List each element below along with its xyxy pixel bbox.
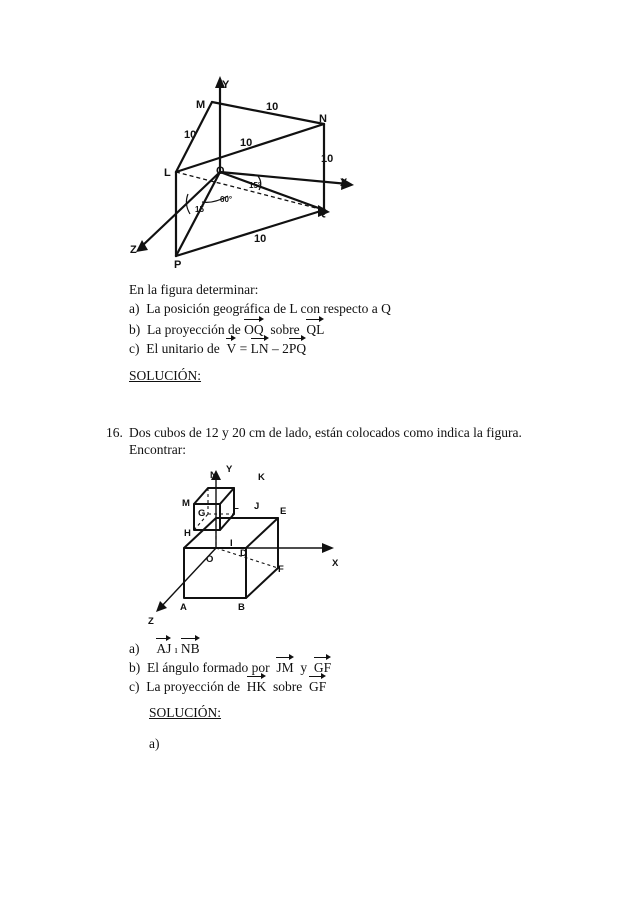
- problem16-item-a: [129, 637, 200, 657]
- label-Z: Z: [130, 244, 137, 256]
- problem16-text-line2: Encontrar:: [129, 442, 186, 457]
- label-N: N: [319, 113, 327, 125]
- vector-OQ: OQ: [244, 318, 264, 338]
- label-N2: N: [210, 470, 217, 481]
- vector-AJ: AJ: [156, 637, 171, 657]
- label-X2: X: [332, 558, 339, 569]
- item-c-text: El unitario de: [146, 341, 220, 356]
- item-a-text: La posición geográfica de L con respecto a Q: [146, 301, 391, 316]
- problem16-item-b: [129, 656, 331, 676]
- item-b-mid: sobre: [270, 322, 300, 337]
- label-I: I: [230, 538, 233, 549]
- item16-c-mid: sobre: [272, 679, 303, 694]
- label-H: H: [184, 528, 191, 539]
- problem15-intro: En la figura determinar:: [129, 282, 259, 297]
- label-O: O: [216, 165, 225, 177]
- label-Y: Y: [222, 79, 230, 91]
- item16-b-mid: y: [300, 660, 308, 675]
- item16-a-marker: a): [129, 641, 140, 656]
- label-L2: L: [233, 501, 239, 512]
- problem16-text-line1: Dos cubos de 12 y 20 cm de lado, están colocados como indica la figura.: [129, 425, 522, 440]
- label-G: G: [198, 508, 206, 519]
- problem15-solution-heading: SOLUCIÓN:: [129, 368, 202, 383]
- item-b-text: La proyección de: [147, 322, 241, 337]
- vector-QL: QL: [306, 318, 324, 338]
- figure-2-diagram: [142, 458, 352, 626]
- vector-V: V: [226, 337, 236, 357]
- label-J: J: [254, 501, 260, 512]
- dim-right: 10: [321, 153, 334, 165]
- item-c-marker: c): [129, 341, 140, 356]
- figure-1-diagram: [118, 70, 368, 270]
- problem15-item-b: [129, 318, 324, 338]
- equals-sign: =: [239, 341, 248, 356]
- label-M2: M: [182, 498, 190, 509]
- item16-b-marker: b): [129, 660, 141, 675]
- dim-left: 10: [184, 129, 197, 141]
- label-A: A: [180, 602, 187, 613]
- item16-c-marker: c): [129, 679, 140, 694]
- dim-diag: 10: [240, 137, 253, 149]
- item16-b-text: El ángulo formado por: [147, 660, 270, 675]
- label-F: F: [278, 564, 284, 575]
- item16-c-text: La proyección de: [146, 679, 240, 694]
- label-E: E: [280, 506, 287, 517]
- label-P: P: [174, 259, 182, 270]
- item-b-marker: b): [129, 322, 141, 337]
- item-a-marker: a): [129, 301, 140, 316]
- vector-JM: JM: [276, 656, 293, 676]
- label-Q: Q: [318, 206, 327, 218]
- vector-NB: NB: [181, 637, 200, 657]
- angle-60: 60°: [220, 195, 233, 204]
- label-Z2: Z: [148, 616, 154, 626]
- label-B: B: [238, 602, 245, 613]
- dim-bottom: 10: [254, 233, 267, 245]
- label-Y2: Y: [226, 464, 233, 475]
- problem15-item-a: [129, 301, 391, 317]
- label-X: X: [340, 177, 348, 189]
- dim-top: 10: [266, 101, 279, 113]
- problem16-solution-heading: SOLUCIÓN:: [149, 705, 222, 720]
- vector-HK: HK: [247, 675, 267, 695]
- problem16-answer-a: a): [149, 736, 160, 751]
- dim-15: 15: [195, 205, 204, 214]
- problem16-number: 16.: [106, 425, 123, 440]
- minus-two: – 2: [271, 341, 289, 356]
- label-M: M: [196, 99, 206, 111]
- label-L: L: [164, 167, 171, 179]
- vector-LN: LN: [251, 337, 269, 357]
- vector-PQ: PQ: [289, 337, 306, 357]
- problem15-item-c: [129, 337, 306, 357]
- problem16-item-c: [129, 675, 326, 695]
- cross-operator: ı: [174, 645, 178, 656]
- vector-GF: GF: [314, 656, 331, 676]
- angle-15: 15°: [249, 181, 262, 190]
- label-K: K: [258, 472, 265, 483]
- label-O2: O: [206, 554, 214, 565]
- vector-GF-2: GF: [309, 675, 326, 695]
- label-D: D: [240, 548, 247, 559]
